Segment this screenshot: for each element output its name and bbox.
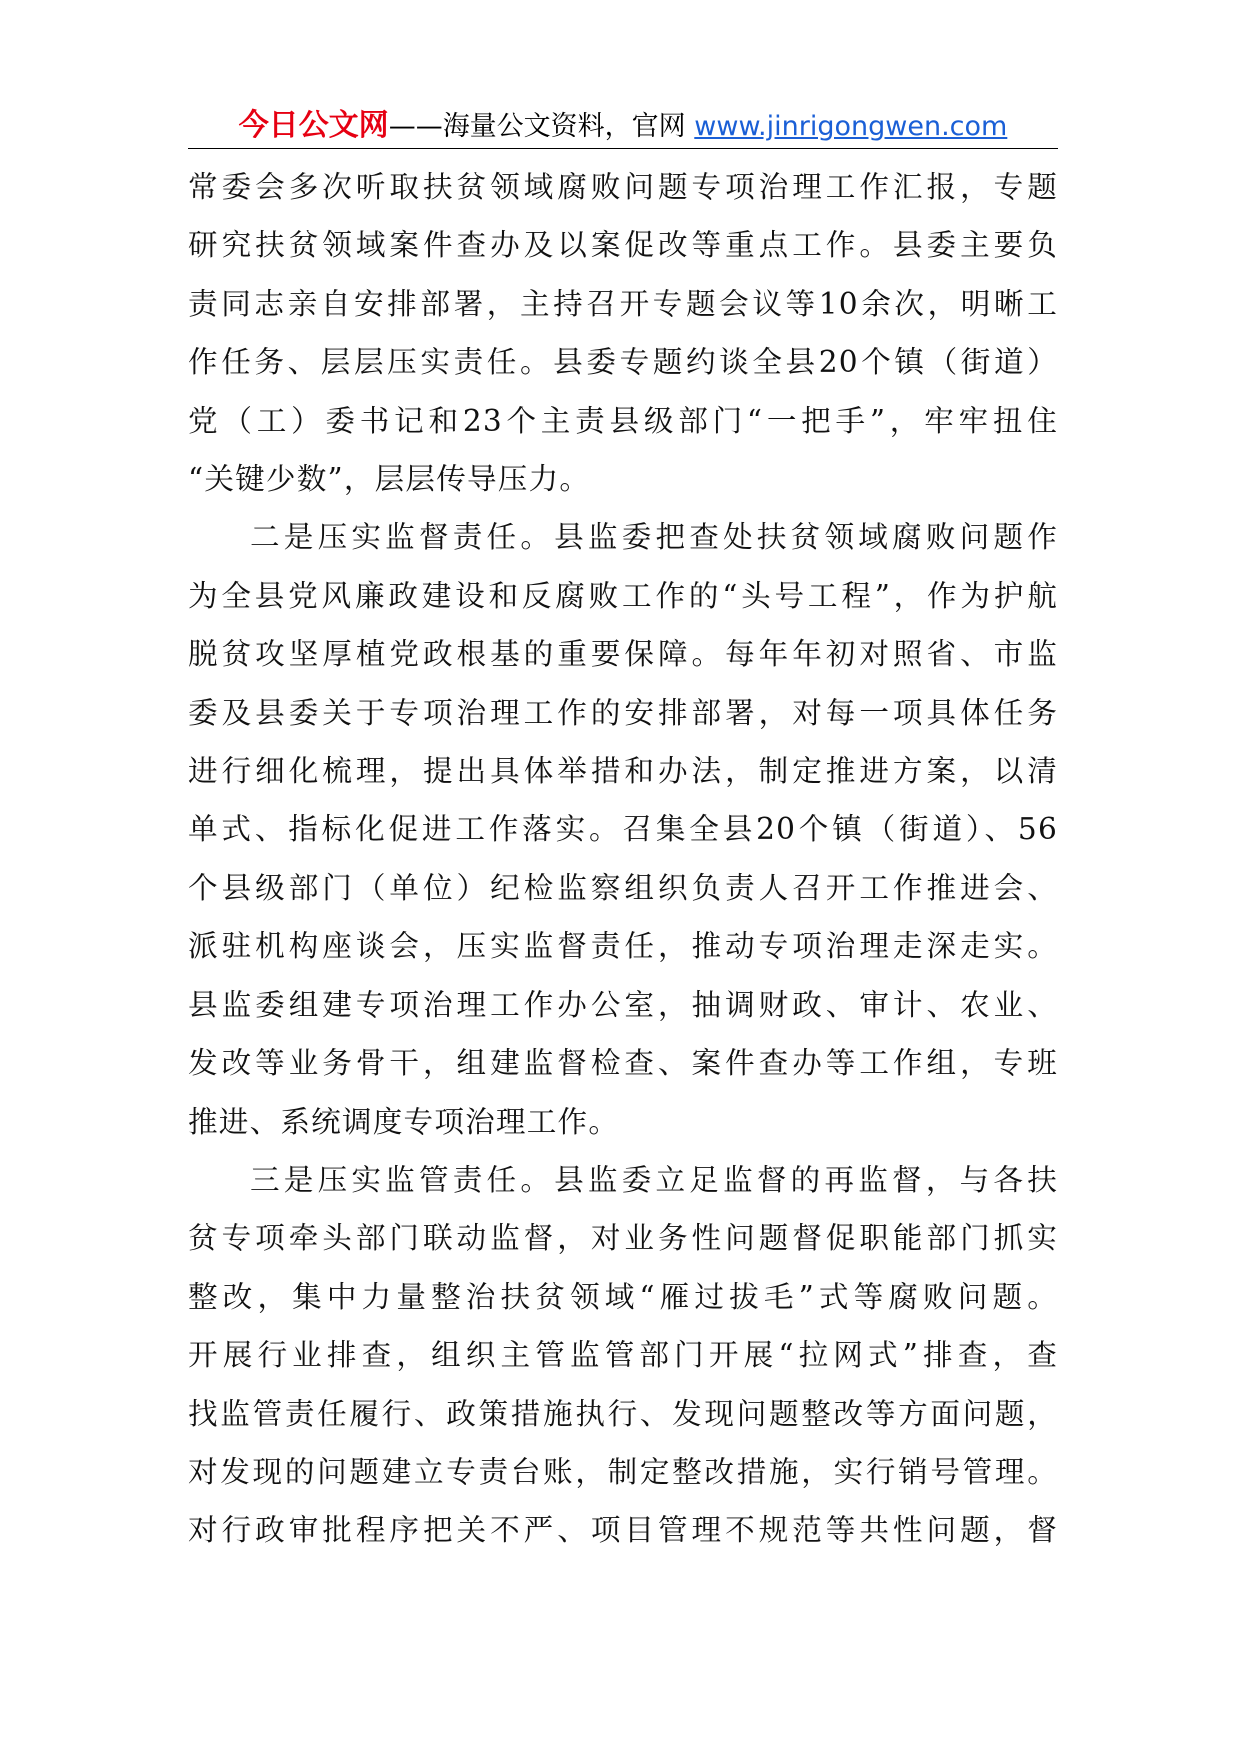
text-line: “关键少数”，层层传导压力。 [188, 462, 591, 497]
text-line: 发改等业务骨干，组建监督检查、案件查办等工作组，专班 [188, 1046, 1058, 1081]
text-line: 党（工）委书记和23个主责县级部门“一把手”，牢牢扭住 [188, 403, 1058, 438]
text-line: 开展行业排查，组织主管监管部门开展“拉网式”排查，查 [188, 1338, 1058, 1373]
text-line: 研究扶贫领域案件查办及以案促改等重点工作。县委主要负 [188, 228, 1058, 263]
text-line: 为全县党风廉政建设和反腐败工作的“头号工程”，作为护航 [188, 578, 1058, 613]
text-line: 县监委组建专项治理工作办公室，抽调财政、审计、农业、 [188, 987, 1058, 1022]
text-line: 进行细化梳理，提出具体举措和办法，制定推进方案，以清 [188, 754, 1058, 789]
text-line: 责同志亲自安排部署，主持召开专题会议等10余次，明晰工 [188, 286, 1058, 321]
site-brand[interactable]: 今日公文网 [238, 108, 389, 143]
site-header [188, 104, 1058, 148]
site-tagline: ——海量公文资料，官网 [388, 111, 695, 142]
text-line: 对发现的问题建立专责台账，制定整改措施，实行销号管理。 [188, 1454, 1058, 1489]
paragraph-start-line: 三是压实监管责任。县监委立足监督的再监督，与各扶 [250, 1162, 1058, 1197]
text-line: 作任务、层层压实责任。县委专题约谈全县20个镇（街道） [188, 345, 1058, 380]
document-body [188, 158, 1058, 1560]
text-line: 找监管责任履行、政策措施执行、发现问题整改等方面问题， [188, 1396, 1058, 1431]
text-line: 整改，集中力量整治扶贫领域“雁过拔毛”式等腐败问题。 [188, 1279, 1058, 1314]
text-line: 常委会多次听取扶贫领域腐败问题专项治理工作汇报，专题 [188, 170, 1058, 204]
text-line: 推进、系统调度专项治理工作。 [188, 1104, 620, 1139]
text-line: 委及县委关于专项治理工作的安排部署，对每一项具体任务 [188, 695, 1058, 730]
text-line: 个县级部门（单位）纪检监察组织负责人召开工作推进会、 [188, 870, 1058, 905]
text-line: 单式、指标化促进工作落实。召集全县20个镇（街道）、56 [188, 812, 1058, 847]
paragraph-start-line: 二是压实监督责任。县监委把查处扶贫领域腐败问题作 [250, 520, 1058, 555]
text-line: 对行政审批程序把关不严、项目管理不规范等共性问题，督 [188, 1513, 1058, 1548]
text-line: 贫专项牵头部门联动监督，对业务性问题督促职能部门抓实 [188, 1221, 1058, 1256]
header-divider [188, 148, 1058, 149]
site-url-link[interactable]: www.jinrigongwen.com [694, 111, 1008, 142]
text-line: 派驻机构座谈会，压实监督责任，推动专项治理走深走实。 [188, 929, 1058, 964]
text-line: 脱贫攻坚厚植党政根基的重要保障。每年年初对照省、市监 [188, 637, 1058, 672]
